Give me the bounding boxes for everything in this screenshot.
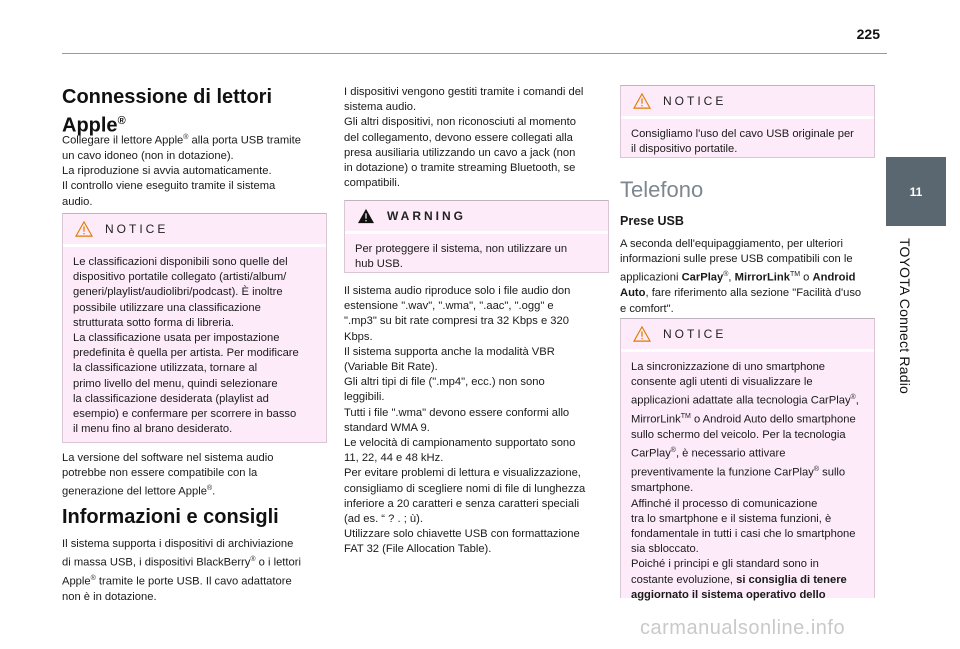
section-title-info: Informazioni e consigli [62,506,279,528]
notice-header [621,319,874,350]
warning-header [345,201,608,232]
warning-triangle-outline-icon [633,326,651,342]
notice-text: Le classificazioni disponibili sono quelle del dispositivo portatile collegato (artisti/album/ generi/playlist/audiolibri/podcast). È inoltre possibile utilizzare una classificazione strutturata sotto forma di libreria. La classificazione usata per impostazione predefinita è quella per artista. Per modificare la classificazione utilizzata, tornare al primo livello del menu, quindi selezionare la classificazione desiderata (playlist ad esempio) e confermare per scorrere in basso il menu fino al brano desiderato. [73,256,299,436]
notice-box-smartphone [620,318,875,601]
usb-apps-text: A seconda dell'equipaggiamento, per ulteriori informazioni sulle prese USB compatibili con le applicazioni CarPlay®, MirrorLink™ o Android Auto, fare riferimento alla sezione "Facilità d'uso e comfort". [620,238,862,315]
notice-label: NOTICE [105,222,169,236]
chapter-number: 11 [909,184,923,199]
chapter-tab [886,157,946,226]
devices-text: I dispositivi vengono gestiti tramite i comandi del sistema audio. Gli altri dispositivi, non riconosciuti al momento del collegamento, devono essere collegati alla presa ausiliaria utilizzando un cavo a jack (non in dotazione) o tramite streaming Bluetooth, se compatibili. [344,86,584,190]
notice-text: Consigliamo l'uso del cavo USB originale per il dispositivo portatile. [631,128,854,156]
warning-box-usb-hub [344,200,609,273]
footer-watermark: carmanualsonline.info [640,617,846,639]
chapter-title: TOYOTA Connect Radio [897,238,913,394]
notice-box-usb-cable [620,85,875,158]
subsection-title-usb: Prese USB [620,214,684,228]
section-title-apple: Connessione di lettori Apple® [62,86,273,137]
warning-triangle-outline-icon [75,221,93,237]
info-text: Il sistema supporta i dispositivi di archiviazione di massa USB, i dispositivi BlackBerry® o i lettori Apple® tramite le porte USB. Il cavo adattatore non è in dotazione. [62,538,301,604]
page-number: 225 [856,26,880,42]
warning-text: Per proteggere il sistema, non utilizzare un hub USB. [355,243,568,271]
warning-triangle-filled-icon [357,208,375,224]
header-rule [62,53,887,54]
warning-triangle-outline-icon [633,93,651,109]
section-title-telefono: Telefono [620,177,704,202]
apple-intro-text: Collegare il lettore Apple® alla porta USB tramite un cavo idoneo (non in dotazione). La riproduzione si avvia automaticamente. Il controllo viene eseguito tramite il sistema audio. [62,134,301,208]
notice-text: La sincronizzazione di uno smartphone consente agli utenti di visualizzare le applicazioni adattate alla tecnologia CarPlay®, MirrorLink™ o Android Auto dello smartphone sullo schermo del veicolo. Per la tecnologia CarPlay®, è necessario attivare preventivamente la funzione CarPlay® sullo smartphone. Affinché il processo di comunicazione tra lo smartphone e il sistema funzioni, è fondamentale in tutti i casi che lo smartphone sia sbloccato. Poiché i principi e gli standard sono in costante evoluzione, si consiglia di tenere aggiornato il sistema operativo dello [631,361,859,601]
notice-box-classifications [62,213,327,443]
file-formats-text: Il sistema audio riproduce solo i file audio don estensione ".wav", ".wma", ".aac", ".ogg" e ".mp3" su bit rate compresi tra 32 Kbps e 320 Kbps. Il sistema supporta anche la modalità VBR (Variable Bit Rate). Gli altri tipi di file (".mp4", ecc.) non sono leggibili. Tutti i file ".wma" devono essere conformi allo standard WMA 9. Le velocità di campionamento supportato sono 11, 22, 44 e 48 kHz. Per evitare problemi di lettura e visualizzazione, consigliamo di scegliere nomi di file di lunghezza inferiore a 20 caratteri e senza caratteri speciali (ad es. “ ? . ; ù). Utilizzare solo chiavette USB con formattazione FAT 32 (File Allocation Table). [344,285,586,556]
notice-header [63,214,326,245]
software-version-text: La versione del software nel sistema audio potrebbe non essere compatibile con la generazione del lettore Apple®. [62,452,274,499]
notice-label: NOTICE [663,94,727,108]
warning-label: WARNING [387,209,466,223]
notice-header [621,86,874,117]
notice-label: NOTICE [663,327,727,341]
